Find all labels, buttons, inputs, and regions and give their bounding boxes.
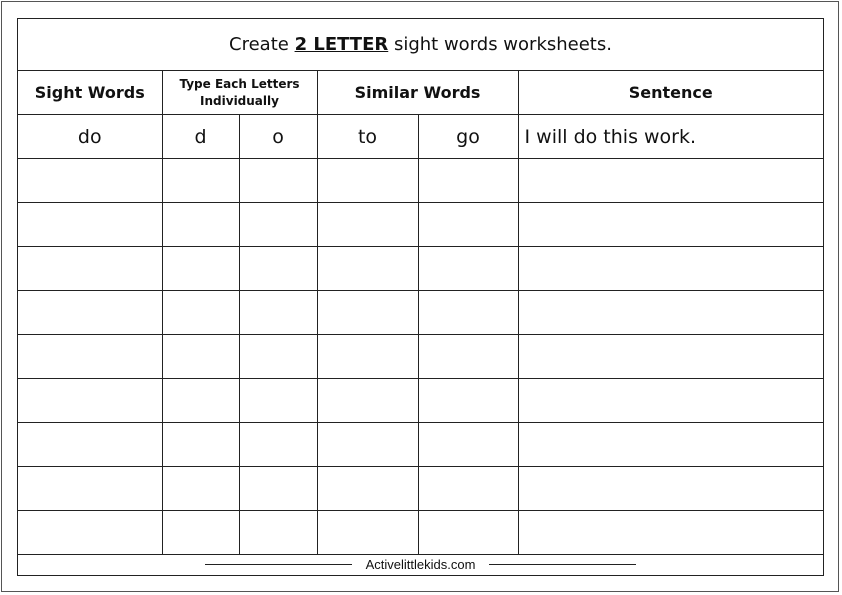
cell-similar-2[interactable] xyxy=(418,423,518,467)
footer xyxy=(18,553,823,575)
cell-letter-2[interactable] xyxy=(239,159,317,203)
header-type-letters xyxy=(162,71,317,115)
footer-rule-right xyxy=(489,564,636,565)
cell-similar-1[interactable] xyxy=(317,423,418,467)
blank-row xyxy=(18,159,823,203)
cell-letter-2[interactable] xyxy=(239,467,317,511)
cell-letter-1[interactable] xyxy=(162,511,239,555)
cell-similar-2[interactable] xyxy=(418,203,518,247)
cell-word[interactable] xyxy=(18,423,162,467)
title-emphasis: 2 LETTER xyxy=(294,34,389,55)
cell-letter-2[interactable] xyxy=(239,203,317,247)
cell-word[interactable] xyxy=(18,291,162,335)
cell-word[interactable] xyxy=(18,379,162,423)
example-similar-2: go xyxy=(418,115,518,159)
title-suffix: sight words worksheets. xyxy=(388,34,612,55)
blank-row xyxy=(18,423,823,467)
header-sight-words: Sight Words xyxy=(18,71,162,115)
cell-similar-1[interactable] xyxy=(317,291,418,335)
cell-letter-1[interactable] xyxy=(162,159,239,203)
cell-letter-1[interactable] xyxy=(162,467,239,511)
header-row xyxy=(18,71,823,115)
cell-similar-2[interactable] xyxy=(418,467,518,511)
cell-sentence[interactable] xyxy=(518,467,823,511)
blank-row xyxy=(18,511,823,555)
cell-word[interactable] xyxy=(18,203,162,247)
cell-sentence[interactable] xyxy=(518,335,823,379)
cell-similar-2[interactable] xyxy=(418,511,518,555)
header-type-letters-line2: Individually xyxy=(200,93,279,108)
cell-similar-1[interactable] xyxy=(317,247,418,291)
example-row xyxy=(18,115,823,159)
example-sentence: I will do this work. xyxy=(518,115,823,159)
cell-letter-2[interactable] xyxy=(239,335,317,379)
blank-row xyxy=(18,467,823,511)
header-similar-words: Similar Words xyxy=(317,71,518,115)
cell-similar-2[interactable] xyxy=(418,335,518,379)
cell-word[interactable] xyxy=(18,335,162,379)
cell-sentence[interactable] xyxy=(518,379,823,423)
example-word: do xyxy=(18,115,162,159)
cell-similar-2[interactable] xyxy=(418,379,518,423)
example-letter-2: o xyxy=(239,115,317,159)
example-similar-1: to xyxy=(317,115,418,159)
blank-row xyxy=(18,203,823,247)
title-prefix: Create xyxy=(229,34,295,55)
blank-row xyxy=(18,291,823,335)
example-letter-1: d xyxy=(162,115,239,159)
cell-letter-2[interactable] xyxy=(239,423,317,467)
cell-sentence[interactable] xyxy=(518,511,823,555)
cell-similar-1[interactable] xyxy=(317,203,418,247)
cell-letter-1[interactable] xyxy=(162,379,239,423)
blank-row xyxy=(18,335,823,379)
cell-similar-1[interactable] xyxy=(317,511,418,555)
footer-rule-left xyxy=(205,564,352,565)
cell-word[interactable] xyxy=(18,247,162,291)
cell-similar-2[interactable] xyxy=(418,291,518,335)
cell-word[interactable] xyxy=(18,159,162,203)
cell-letter-1[interactable] xyxy=(162,335,239,379)
cell-word[interactable] xyxy=(18,511,162,555)
cell-letter-1[interactable] xyxy=(162,203,239,247)
cell-similar-1[interactable] xyxy=(317,467,418,511)
cell-similar-1[interactable] xyxy=(317,159,418,203)
cell-similar-2[interactable] xyxy=(418,247,518,291)
cell-sentence[interactable] xyxy=(518,159,823,203)
header-type-letters-line1: Type Each Letters xyxy=(179,76,300,91)
cell-letter-1[interactable] xyxy=(162,291,239,335)
cell-similar-2[interactable] xyxy=(418,159,518,203)
worksheet xyxy=(17,18,824,576)
cell-letter-2[interactable] xyxy=(239,247,317,291)
cell-letter-2[interactable] xyxy=(239,291,317,335)
cell-similar-1[interactable] xyxy=(317,379,418,423)
cell-sentence[interactable] xyxy=(518,203,823,247)
cell-sentence[interactable] xyxy=(518,291,823,335)
worksheet-table xyxy=(18,70,823,555)
cell-letter-1[interactable] xyxy=(162,247,239,291)
cell-letter-2[interactable] xyxy=(239,379,317,423)
cell-sentence[interactable] xyxy=(518,247,823,291)
cell-sentence[interactable] xyxy=(518,423,823,467)
header-sentence: Sentence xyxy=(518,71,823,115)
cell-similar-1[interactable] xyxy=(317,335,418,379)
cell-letter-2[interactable] xyxy=(239,511,317,555)
worksheet-title xyxy=(18,19,823,70)
cell-word[interactable] xyxy=(18,467,162,511)
footer-site: Activelittlekids.com xyxy=(365,556,476,572)
blank-row xyxy=(18,379,823,423)
blank-row xyxy=(18,247,823,291)
cell-letter-1[interactable] xyxy=(162,423,239,467)
